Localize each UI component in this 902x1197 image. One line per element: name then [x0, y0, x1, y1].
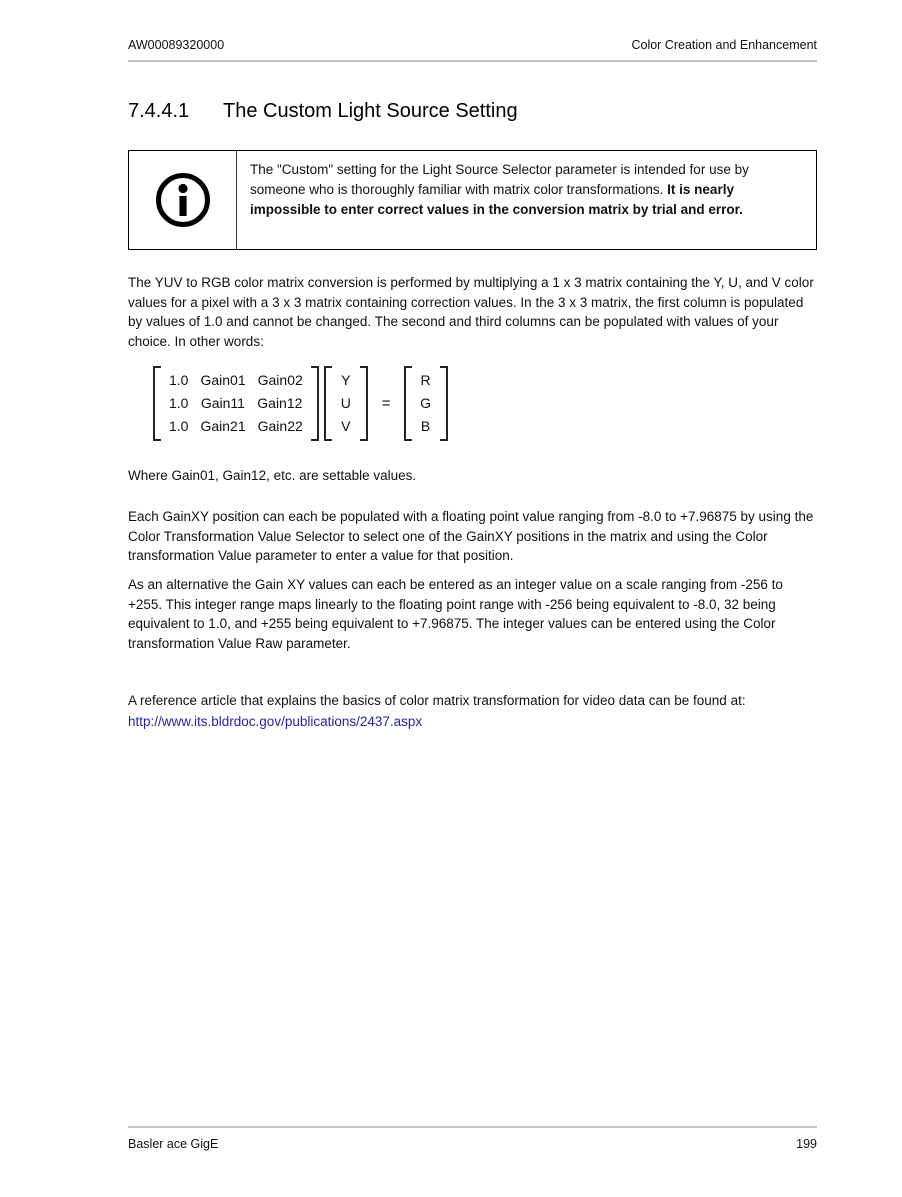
body-paragraph-settable: Where Gain01, Gain12, etc. are settable values.: [128, 468, 417, 483]
matrix-cell: Gain21: [200, 418, 246, 434]
matrix-cell: 1.0: [169, 418, 189, 434]
footer-product-name: Basler ace GigE: [128, 1137, 219, 1151]
matrix-cell: Gain02: [257, 372, 303, 388]
reference-text: A reference article that explains the basics of color matrix transformation for video data can be found at:: [128, 693, 746, 708]
info-icon: [155, 172, 211, 228]
bracket-right-icon: [360, 366, 368, 441]
matrix-cell: 1.0: [169, 372, 189, 388]
page-header: [128, 38, 817, 52]
matrix-cell: Gain11: [200, 395, 245, 411]
footer-rule: [128, 1126, 817, 1128]
body-paragraph-integer: As an alternative the Gain XY values can each be entered as an integer value on a scale ranging from -256 to +255. This integer range maps linearly to the floating point range with -256 being equivalent to -8.0, 32 being equivalent to 1.0, and +255 being equivalent to +7.96875. The integer values can be entered using the Color transformation Value Raw parameter.: [128, 577, 783, 651]
bracket-right-icon: [440, 366, 448, 441]
matrix-cell: Gain12: [257, 395, 303, 411]
chapter-title: Color Creation and Enhancement: [631, 38, 817, 52]
vector-cell: V: [341, 418, 351, 434]
notice-icon-cell: [129, 151, 237, 249]
bracket-left-icon: [404, 366, 412, 441]
bracket-right-icon: [311, 366, 319, 441]
body-paragraph-floating-point: Each GainXY position can each be populated with a floating point value ranging from -8.0 to +7.96875 by using the Color Transformation Value Selector to select one of the GainXY positions in the matrix and using the Color transformation Value parameter to enter a value for that position.: [128, 509, 814, 563]
vector-cell: G: [420, 395, 431, 411]
matrix-equation: [153, 366, 448, 441]
header-rule: [128, 60, 817, 62]
rgb-vector: [404, 366, 448, 441]
matrix-row: [169, 415, 303, 438]
notice-box: [128, 150, 817, 250]
matrix-row: [169, 369, 303, 392]
matrix-cell: 1.0: [169, 395, 189, 411]
equals-sign: =: [381, 395, 391, 412]
body-paragraph-conversion: The YUV to RGB color matrix conversion is performed by multiplying a 1 x 3 matrix containing the Y, U, and V color values for a pixel with a 3 x 3 matrix containing correction values. In the 3 x 3 matrix, the first column is populated by values of 1.0 and cannot be changed. The second and third columns can be populated with values of your choice. In other words:: [128, 275, 814, 349]
vector-cell: R: [420, 372, 431, 388]
section-number: 7.4.4.1: [128, 100, 190, 122]
notice-text-normal: The "Custom" setting for the Light Source Selector parameter is intended for use by someone who is thoroughly familiar with matrix color transformations.: [250, 162, 749, 197]
document-code: AW00089320000: [128, 38, 225, 52]
page-footer: [128, 1137, 817, 1151]
matrix-row: [169, 392, 303, 415]
bracket-left-icon: [324, 366, 332, 441]
reference-paragraph: [128, 691, 820, 731]
section-title: The Custom Light Source Setting: [223, 100, 518, 122]
reference-link[interactable]: http://www.its.bldrdoc.gov/publications/2437.aspx: [128, 713, 423, 729]
bracket-left-icon: [153, 366, 161, 441]
yuv-vector: [324, 366, 368, 441]
matrix-cell: Gain01: [200, 372, 246, 388]
section-heading: [128, 100, 518, 123]
vector-cell: U: [340, 395, 351, 411]
gain-matrix: [153, 366, 319, 441]
vector-cell: B: [420, 418, 431, 434]
page-number: 199: [796, 1137, 817, 1151]
notice-text: [237, 151, 816, 249]
matrix-cell: Gain22: [257, 418, 303, 434]
vector-cell: Y: [341, 372, 351, 388]
notice-text-bold: It is nearly impossible to enter correct values in the conversion matrix by trial and error.: [250, 182, 743, 217]
